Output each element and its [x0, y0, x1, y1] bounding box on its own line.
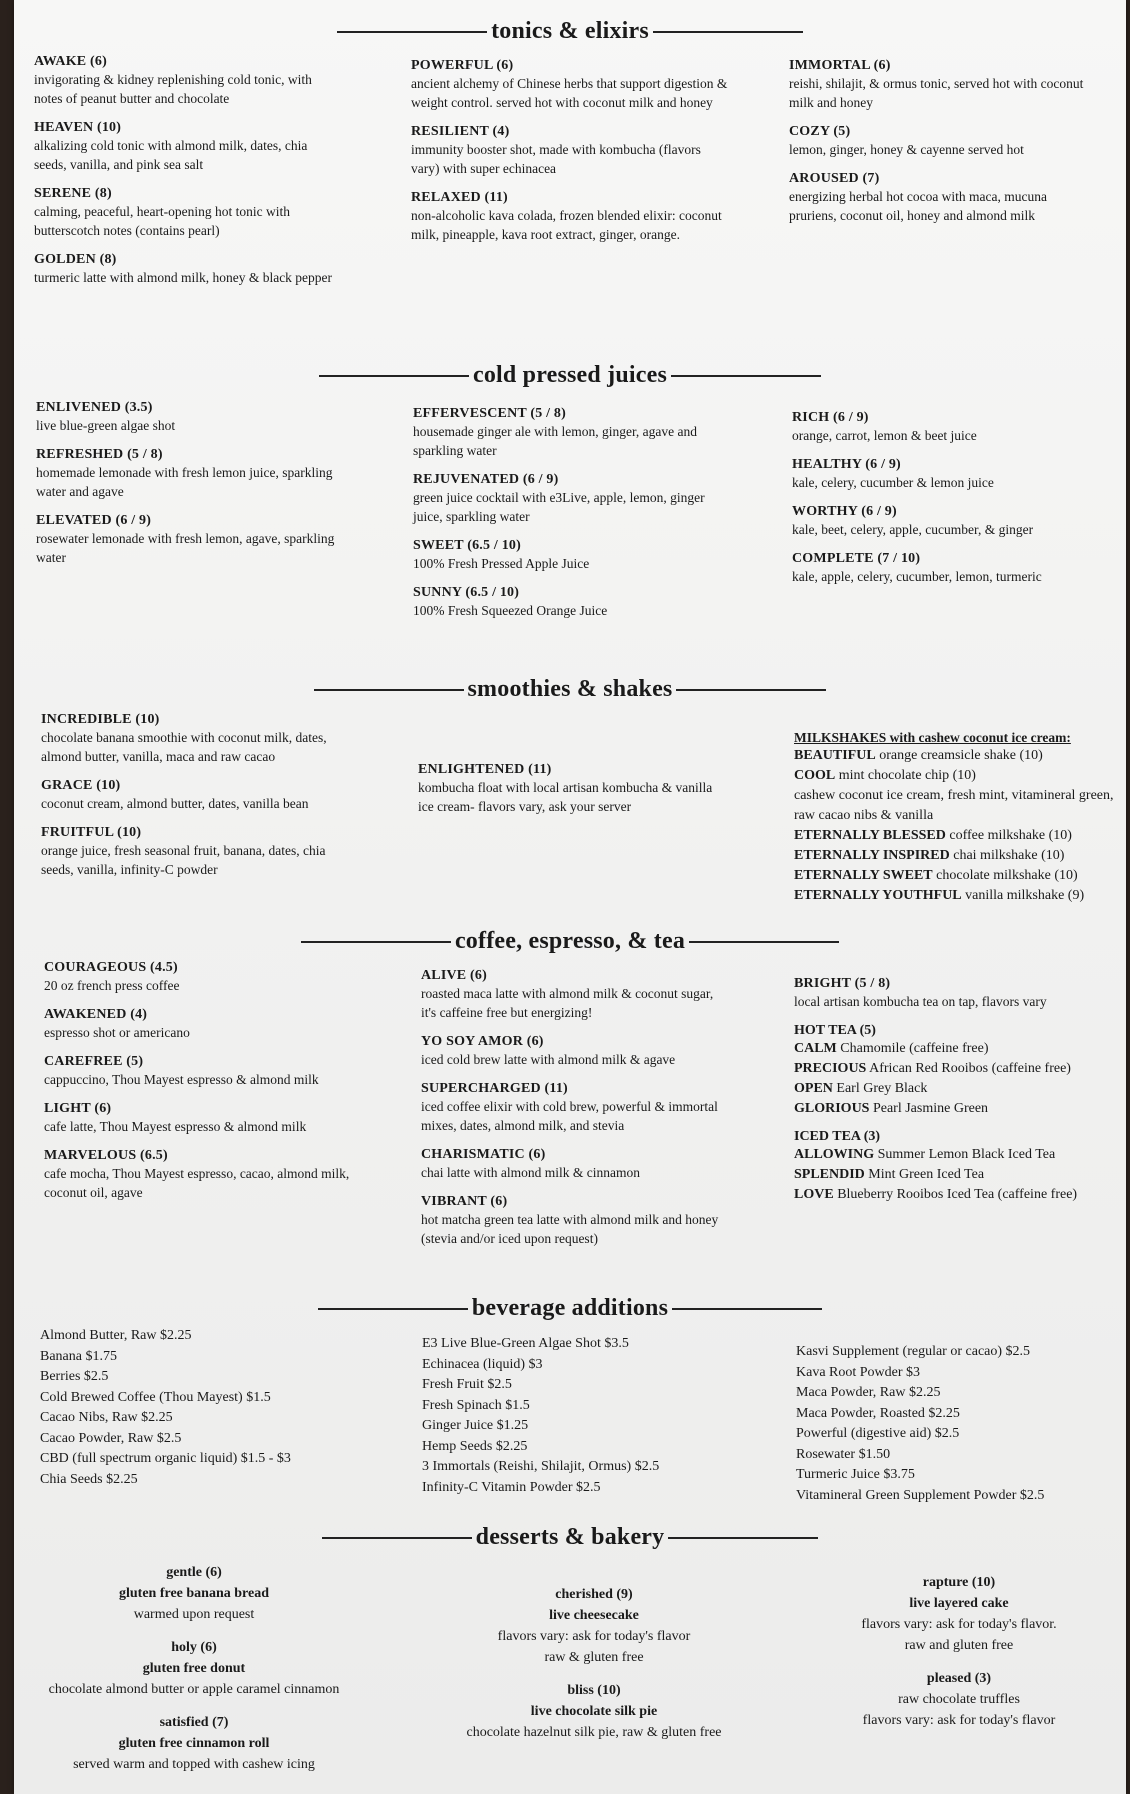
item-description: energizing herbal hot cocoa with maca, mucuna pruriens, coconut oil, honey and almond milk — [789, 189, 1048, 223]
menu-item — [411, 124, 731, 178]
dessert-item — [24, 1637, 364, 1700]
item-description: local artisan kombucha tea on tap, flavors vary — [794, 994, 1047, 1009]
section-title-text: tonics & elixirs — [491, 18, 649, 44]
menu-item — [413, 406, 713, 460]
line-text: orange creamsicle shake (10) — [875, 748, 1043, 763]
menu-item — [413, 472, 713, 526]
section-title-coffee — [14, 928, 1126, 955]
tonics-col-1 — [34, 54, 334, 299]
dessert-title: gluten free banana bread — [119, 1586, 269, 1601]
item-description: cappuccino, Thou Mayest espresso & almond milk — [44, 1072, 319, 1087]
menu-item — [421, 1194, 721, 1248]
item-name: COZY (5) — [789, 124, 851, 139]
coffee-col-2 — [421, 968, 721, 1260]
line-text: Pearl Jasmine Green — [869, 1101, 989, 1116]
dessert-description: warmed upon request — [133, 1607, 255, 1622]
addition-item: E3 Live Blue-Green Algae Shot $3.5 — [422, 1336, 629, 1351]
menu-line — [794, 1099, 1114, 1119]
addition-item: Ginger Juice $1.25 — [422, 1418, 529, 1433]
addition-item: Kava Root Powder $3 — [796, 1364, 921, 1380]
menu-item — [789, 124, 1089, 159]
milkshakes-heading: MILKSHAKES with cashew coconut ice cream: — [794, 730, 1071, 745]
item-name: REJUVENATED (6 / 9) — [413, 472, 559, 487]
line-name: CALM — [794, 1041, 837, 1056]
coffee-col-1 — [44, 960, 354, 1214]
item-description: espresso shot or americano — [44, 1025, 190, 1040]
addition-item: Hemp Seeds $2.25 — [422, 1438, 528, 1454]
addition-item: Rosewater $1.50 — [796, 1446, 891, 1462]
juices-col-1 — [36, 400, 336, 579]
item-name: RICH (6 / 9) — [792, 410, 869, 425]
iced-tea-list — [794, 1145, 1114, 1205]
dessert-description: chocolate almond butter or apple caramel cinnamon — [48, 1682, 340, 1697]
item-description: hot matcha green tea latte with almond milk and honey (stevia and/or iced upon request) — [421, 1212, 719, 1246]
section-title-text: cold pressed juices — [472, 362, 668, 388]
dessert-description: chocolate hazelnut silk pie, raw & gluten free — [466, 1725, 722, 1740]
menu-line — [794, 826, 1114, 846]
item-description: invigorating & kidney replenishing cold tonic, with notes of peanut butter and chocolate — [34, 72, 312, 106]
addition-item: 3 Immortals (Reishi, Shilajit, Ormus) $2.5 — [422, 1459, 660, 1474]
line-text: coffee milkshake (10) — [945, 828, 1072, 843]
item-description: calming, peaceful, heart-opening hot tonic with butterscotch notes (contains pearl) — [34, 204, 291, 238]
section-title-desserts — [14, 1524, 1126, 1551]
dessert-note: raw and gluten free — [904, 1638, 1014, 1653]
item-name: HEAVEN (10) — [34, 120, 122, 135]
juices-col-2 — [413, 406, 713, 632]
line-text: chai milkshake (10) — [949, 848, 1065, 863]
item-name: IMMORTAL (6) — [789, 58, 891, 73]
item-description: roasted maca latte with almond milk & coconut sugar, it's caffeine free but energizing! — [421, 986, 714, 1020]
item-description: green juice cocktail with e3Live, apple, lemon, ginger juice, sparkling water — [413, 490, 705, 524]
item-description: ancient alchemy of Chinese herbs that support digestion & weight control. served hot with coconut milk and honey — [411, 76, 728, 110]
menu-item — [411, 58, 731, 112]
item-name: SWEET (6.5 / 10) — [413, 538, 521, 553]
dessert-item — [424, 1584, 764, 1668]
addition-item: Turmeric Juice $3.75 — [796, 1467, 915, 1482]
menu-item — [44, 960, 354, 995]
item-description: 20 oz french press coffee — [44, 978, 180, 993]
item-name: AWAKE (6) — [34, 54, 107, 69]
menu-item — [421, 1081, 721, 1135]
dessert-description: served warm and topped with cashew icing — [73, 1757, 315, 1772]
addition-item: Maca Powder, Raw $2.25 — [796, 1385, 941, 1400]
menu-item — [36, 447, 336, 501]
hot-tea-list — [794, 1039, 1114, 1119]
menu-item — [792, 551, 1092, 586]
line-text: African Red Rooibos (caffeine free) — [866, 1061, 1071, 1076]
menu-item — [421, 1034, 721, 1069]
line-text: Earl Grey Black — [832, 1081, 928, 1096]
section-title-text: beverage additions — [471, 1295, 669, 1321]
menu-item — [789, 58, 1089, 112]
item-name: AROUSED (7) — [789, 171, 880, 186]
menu-item — [792, 457, 1092, 492]
additions-col-3 — [796, 1342, 1116, 1506]
line-name: SPLENDID — [794, 1167, 865, 1182]
item-name: WORTHY (6 / 9) — [792, 504, 897, 519]
section-title-text: smoothies & shakes — [467, 676, 673, 702]
menu-line — [794, 846, 1114, 866]
menu-line — [794, 766, 1114, 786]
menu-item — [413, 585, 713, 620]
menu-line — [794, 866, 1114, 886]
line-name: LOVE — [794, 1187, 834, 1202]
dessert-name: gentle (6) — [166, 1565, 222, 1580]
item-description: lemon, ginger, honey & cayenne served hot — [789, 142, 1024, 157]
dessert-title: gluten free donut — [142, 1661, 246, 1676]
menu-item — [34, 186, 334, 240]
item-description: cafe latte, Thou Mayest espresso & almond milk — [44, 1119, 307, 1134]
item-description: alkalizing cold tonic with almond milk, dates, chia seeds, vanilla, and pink sea salt — [34, 138, 308, 172]
item-description: orange, carrot, lemon & beet juice — [792, 428, 977, 443]
menu-item — [44, 1054, 354, 1089]
line-name: ETERNALLY YOUTHFUL — [794, 888, 962, 903]
dessert-description: flavors vary: ask for today's flavor. — [861, 1617, 1057, 1632]
item-name: ENLIVENED (3.5) — [36, 400, 153, 415]
item-name: RESILIENT (4) — [411, 124, 510, 139]
tonics-col-2 — [411, 58, 731, 256]
item-name: INCREDIBLE (10) — [41, 712, 160, 727]
item-name: FRUITFUL (10) — [41, 825, 142, 840]
dessert-item — [424, 1680, 764, 1743]
line-text: Summer Lemon Black Iced Tea — [874, 1147, 1056, 1162]
menu-item — [794, 976, 1114, 1011]
menu-item — [792, 410, 1092, 445]
iced-tea-heading: ICED TEA (3) — [794, 1129, 881, 1144]
dessert-note: flavors vary: ask for today's flavor — [862, 1713, 1056, 1728]
line-name: GLORIOUS — [794, 1101, 870, 1116]
item-name: VIBRANT (6) — [421, 1194, 508, 1209]
section-title-text: coffee, espresso, & tea — [454, 928, 686, 954]
dessert-name: rapture (10) — [922, 1575, 996, 1590]
section-title-tonics — [14, 18, 1126, 45]
menu-line — [794, 1079, 1114, 1099]
line-text: mint chocolate chip (10) — [835, 768, 976, 783]
menu-item — [41, 825, 341, 879]
menu-line — [794, 1039, 1114, 1059]
item-description: homemade lemonade with fresh lemon juice, sparkling water and agave — [36, 465, 333, 499]
item-description: chocolate banana smoothie with coconut milk, dates, almond butter, vanilla, maca and raw cacao — [41, 730, 327, 764]
dessert-description: raw chocolate truffles — [898, 1692, 1020, 1707]
menu-item — [44, 1007, 354, 1042]
menu-line — [794, 1185, 1114, 1205]
item-name: HEALTHY (6 / 9) — [792, 457, 901, 472]
menu-line — [794, 1059, 1114, 1079]
addition-item: Chia Seeds $2.25 — [40, 1471, 138, 1487]
dessert-item — [804, 1572, 1114, 1656]
addition-item: Powerful (digestive aid) $2.5 — [796, 1426, 960, 1441]
menu-line — [794, 786, 1114, 826]
dessert-name: cherished (9) — [555, 1587, 633, 1602]
line-text: cashew coconut ice cream, fresh mint, vitamineral green, raw cacao nibs & vanilla — [794, 788, 1114, 823]
item-name: REFRESHED (5 / 8) — [36, 447, 163, 462]
dessert-item — [24, 1562, 364, 1625]
menu-item — [41, 712, 341, 766]
item-description: reishi, shilajit, & ormus tonic, served hot with coconut milk and honey — [789, 76, 1084, 110]
menu-item — [36, 513, 336, 567]
menu-item — [789, 171, 1089, 225]
desserts-col-1 — [24, 1562, 364, 1787]
dessert-note: raw & gluten free — [544, 1650, 644, 1665]
item-description: kale, beet, celery, apple, cucumber, & ginger — [792, 522, 1034, 537]
dessert-name: holy (6) — [171, 1640, 217, 1655]
item-description: rosewater lemonade with fresh lemon, agave, sparkling water — [36, 531, 335, 565]
menu-item — [421, 1147, 721, 1182]
addition-item: Cacao Nibs, Raw $2.25 — [40, 1410, 173, 1425]
item-name: AWAKENED (4) — [44, 1007, 148, 1022]
additions-col-2 — [422, 1334, 742, 1498]
item-name: RELAXED (11) — [411, 190, 508, 205]
item-description: 100% Fresh Pressed Apple Juice — [413, 556, 590, 571]
menu-item — [44, 1148, 354, 1202]
smoothies-col-1 — [41, 712, 341, 891]
item-description: iced coffee elixir with cold brew, powerful & immortal mixes, dates, almond milk, and stevia — [421, 1099, 718, 1133]
section-title-juices — [14, 362, 1126, 389]
addition-item: Fresh Spinach $1.5 — [422, 1397, 530, 1413]
dessert-name: satisfied (7) — [159, 1715, 229, 1730]
menu-item — [34, 54, 334, 108]
dessert-item — [804, 1668, 1114, 1731]
item-description: housemade ginger ale with lemon, ginger, agave and sparkling water — [413, 424, 697, 458]
addition-item: Cold Brewed Coffee (Thou Mayest) $1.5 — [40, 1389, 271, 1405]
menu-item — [34, 252, 334, 287]
line-text: Mint Green Iced Tea — [864, 1167, 985, 1182]
item-description: kale, apple, celery, cucumber, lemon, turmeric — [792, 569, 1042, 584]
dessert-item — [24, 1712, 364, 1775]
line-name: BEAUTIFUL — [794, 748, 876, 763]
menu-line — [794, 1145, 1114, 1165]
addition-item: Fresh Fruit $2.5 — [422, 1377, 512, 1392]
addition-item: Kasvi Supplement (regular or cacao) $2.5 — [796, 1344, 1031, 1359]
addition-item: Berries $2.5 — [40, 1369, 109, 1384]
addition-item: Almond Butter, Raw $2.25 — [40, 1328, 192, 1343]
menu-item — [413, 538, 713, 573]
menu-line — [794, 886, 1114, 906]
line-name: PRECIOUS — [794, 1061, 867, 1076]
item-name: EFFERVESCENT (5 / 8) — [413, 406, 566, 421]
smoothies-col-2 — [418, 762, 718, 828]
item-name: COMPLETE (7 / 10) — [792, 551, 921, 566]
line-name: ETERNALLY SWEET — [794, 868, 933, 883]
item-description: kale, celery, cucumber & lemon juice — [792, 475, 994, 490]
item-description: iced cold brew latte with almond milk & agave — [421, 1052, 676, 1067]
tonics-col-3 — [789, 58, 1089, 237]
item-name: GRACE (10) — [41, 778, 121, 793]
section-title-text: desserts & bakery — [475, 1524, 665, 1550]
item-name: YO SOY AMOR (6) — [421, 1034, 544, 1049]
item-name: SUNNY (6.5 / 10) — [413, 585, 520, 600]
item-name: SERENE (8) — [34, 186, 112, 201]
item-description: live blue-green algae shot — [36, 418, 176, 433]
line-name: ETERNALLY BLESSED — [794, 828, 946, 843]
item-name: MARVELOUS (6.5) — [44, 1148, 168, 1163]
juices-col-3 — [792, 410, 1092, 598]
item-name: CHARISMATIC (6) — [421, 1147, 546, 1162]
item-name: ALIVE (6) — [421, 968, 487, 983]
item-name: SUPERCHARGED (11) — [421, 1081, 568, 1096]
item-name: POWERFUL (6) — [411, 58, 514, 73]
line-text: Blueberry Rooibos Iced Tea (caffeine free) — [833, 1187, 1078, 1202]
menu-item — [792, 504, 1092, 539]
milkshakes-col — [794, 730, 1114, 906]
item-name: BRIGHT (5 / 8) — [794, 976, 891, 991]
dessert-title: live cheesecake — [549, 1608, 639, 1623]
line-name: OPEN — [794, 1081, 833, 1096]
milkshakes-list — [794, 746, 1114, 906]
menu-page — [14, 0, 1126, 1794]
item-name: ENLIGHTENED (11) — [418, 762, 552, 777]
line-name: COOL — [794, 768, 836, 783]
section-title-additions — [14, 1295, 1126, 1322]
item-description: 100% Fresh Squeezed Orange Juice — [413, 603, 608, 618]
dessert-name: bliss (10) — [567, 1683, 621, 1698]
menu-item — [421, 968, 721, 1022]
item-description: immunity booster shot, made with kombucha (flavors vary) with super echinacea — [411, 142, 701, 176]
menu-item — [36, 400, 336, 435]
item-description: cafe mocha, Thou Mayest espresso, cacao, almond milk, coconut oil, agave — [44, 1166, 350, 1200]
item-name: ELEVATED (6 / 9) — [36, 513, 152, 528]
dessert-title: live layered cake — [909, 1596, 1009, 1611]
menu-item — [411, 190, 731, 244]
addition-item: Banana $1.75 — [40, 1348, 117, 1364]
additions-col-1 — [40, 1326, 360, 1490]
item-description: non-alcoholic kava colada, frozen blended elixir: coconut milk, pineapple, kava root extract, ginger, orange. — [411, 208, 722, 242]
menu-item — [34, 120, 334, 174]
addition-item: Maca Powder, Roasted $2.25 — [796, 1405, 960, 1421]
item-name: GOLDEN (8) — [34, 252, 117, 267]
desserts-col-3 — [804, 1572, 1114, 1743]
dessert-description: flavors vary: ask for today's flavor — [497, 1629, 691, 1644]
item-description: coconut cream, almond butter, dates, vanilla bean — [41, 796, 309, 811]
menu-item — [418, 762, 718, 816]
line-text: Chamomile (caffeine free) — [836, 1041, 989, 1056]
dessert-name: pleased (3) — [926, 1671, 992, 1686]
item-name: COURAGEOUS (4.5) — [44, 960, 178, 975]
addition-item: Infinity-C Vitamin Powder $2.5 — [422, 1479, 601, 1495]
line-text: chocolate milkshake (10) — [932, 868, 1078, 883]
item-name: LIGHT (6) — [44, 1101, 112, 1116]
addition-item: Vitamineral Green Supplement Powder $2.5 — [796, 1487, 1045, 1503]
desserts-col-2 — [424, 1584, 764, 1755]
item-name: CAREFREE (5) — [44, 1054, 144, 1069]
menu-line — [794, 1165, 1114, 1185]
menu-line — [794, 746, 1114, 766]
item-description: turmeric latte with almond milk, honey & black pepper — [34, 270, 333, 285]
line-name: ALLOWING — [794, 1147, 875, 1162]
item-description: chai latte with almond milk & cinnamon — [421, 1165, 640, 1180]
item-description: orange juice, fresh seasonal fruit, banana, dates, chia seeds, vanilla, infinity-C powder — [41, 843, 326, 877]
dessert-title: gluten free cinnamon roll — [118, 1736, 270, 1751]
dessert-title: live chocolate silk pie — [530, 1704, 658, 1719]
line-text: vanilla milkshake (9) — [961, 888, 1085, 903]
addition-item: Echinacea (liquid) $3 — [422, 1356, 543, 1372]
line-name: ETERNALLY INSPIRED — [794, 848, 950, 863]
section-title-smoothies — [14, 676, 1126, 703]
menu-item — [41, 778, 341, 813]
coffee-col-3 — [794, 976, 1114, 1205]
addition-item: Cacao Powder, Raw $2.5 — [40, 1430, 182, 1446]
hot-tea-heading: HOT TEA (5) — [794, 1023, 876, 1038]
addition-item: CBD (full spectrum organic liquid) $1.5 - $3 — [40, 1451, 291, 1466]
item-description: kombucha float with local artisan kombucha & vanilla ice cream- flavors vary, ask your server — [418, 780, 713, 814]
menu-item — [44, 1101, 354, 1136]
